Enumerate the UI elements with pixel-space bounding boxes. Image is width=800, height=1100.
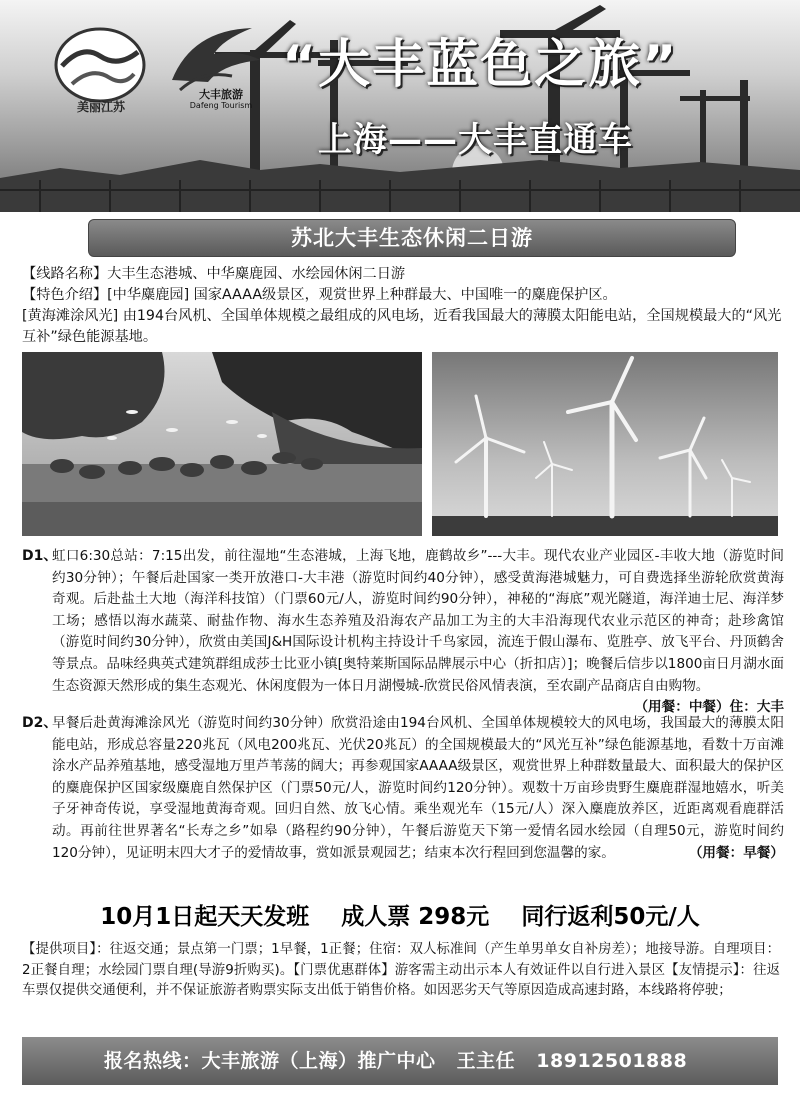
- adult-ticket-price: 成人票 298元: [341, 904, 490, 930]
- day-2-label: D2、: [22, 715, 58, 731]
- jiangsu-logo: [52, 26, 148, 104]
- day-2-text: 早餐后赴黄海滩涂风光（游览时间约30分钟）欣赏沿途由194台风机、全国单体规模较大的风电场，我国最大的薄膜太阳能电站，形成总容量220兆瓦（风电200兆瓦、光伏20兆瓦）的全国规模最大的“风光互补”绿色能源基地，看数十万亩滩涂水产品养殖基地，感受湿地万里芦苇荡的阔大；再参观国家AAAA级景区，观赏世界上种群数量最大、面积最大的保护区的麋鹿保护区国家级麋鹿自然保护区（门票50元/人，游览时间约120分钟）。观数十万亩珍贵野生麋鹿群湿地嬉水，听美子牙神奇传说，享受湿地黄海奇观。回归自然、放飞心情。乘坐观光车（15元/人）深入麋鹿放养区，近距离观看鹿群活动。再前往世界著名“长寿之乡”如皋（路程约90分钟），午餐后游览天下第一爱情名园水绘园（自理50元，游览时间约120分钟），见证明末四大才子的爱情故事，赏如派景观园艺；结束本次行程回到您温馨的家。: [52, 715, 784, 861]
- day-1-label: D1、: [22, 548, 58, 564]
- tour-title-bar: 苏北大丰生态休闲二日游: [88, 219, 736, 257]
- sub-title: 上海——大丰直通车: [318, 120, 633, 160]
- hotline-label: 报名热线：大丰旅游（上海）推广中心: [104, 1050, 436, 1072]
- itinerary-day-2: [22, 713, 784, 864]
- signup-hotline-bar: [22, 1037, 778, 1085]
- route-name: 【线路名称】大丰生态港城、中华麋鹿园、水绘园休闲二日游: [22, 266, 406, 282]
- price-line: [0, 898, 800, 931]
- deer-herd-photo: [22, 352, 422, 536]
- day-2-meal: （用餐：早餐）: [688, 844, 784, 861]
- day-1-meal: （用餐：中餐）住：大丰: [634, 699, 784, 716]
- departure-schedule: 10月1日起天天发班: [100, 904, 310, 930]
- itinerary-day-1: [22, 546, 784, 719]
- contact-person: 王主任: [456, 1050, 516, 1072]
- header-banner: [0, 0, 800, 212]
- route-feature-elk: 【特色介绍】[中华麋鹿园] 国家AAAA级景区，观赏世界上种群最大、中国唯一的麋鹿保护区。: [22, 287, 617, 303]
- agent-rebate: 同行返利50元/人: [521, 904, 700, 930]
- dafeng-tourism-logo-text: 大丰旅游: [199, 88, 243, 101]
- service-notes: 【提供项目】：往返交通；景点第一门票；1早餐，1正餐；住宿：双人标准间（产生单男单女自补房差）；地接导游。自理项目： 2正餐自理；水绘园门票自理(导游9折购买)。【门票优惠群体】游客需主动出示本人有效证件以自行进入景区【友情提示】：往返车票仅提供交通便利，并不保证旅游者购票实际支出低于销售价格。如因恶劣天气等原因造成高速封路，本线路将停驶；: [22, 942, 780, 999]
- jiangsu-logo-text: 美丽江苏: [76, 100, 125, 114]
- hotline-phone[interactable]: 18912501888: [536, 1050, 688, 1072]
- route-intro: [22, 264, 782, 348]
- main-title: “大丰蓝色之旅”: [282, 35, 679, 95]
- day-1-text: 虹口6:30总站：7:15出发，前往湿地“生态港城，上海飞地，鹿鹤故乡”---大丰。现代农业产业园区-丰收大地（游览时间约30分钟）；午餐后赴国家一类开放港口-大丰港（游览时间约40分钟），感受黄海港城魅力，可自费选择坐游轮欣赏黄海奇观。后赴盐土大地（海洋科技馆）（门票60元/人，游览时间约90分钟），神秘的“海底”观光隧道，海洋迪士尼、海洋梦工场；感悟以海水蔬菜、耐盐作物、海水生态养殖及沿海农产品加工为主的大丰沿海现代农业示范区的神奇；赴珍禽馆（游览时间约30分钟），欣赏由美国J&H国际设计机构主持设计千鸟家园，流连于假山瀑布、览胜亭、放飞平台、丹顶鹤舍等景点。品味经典英式建筑群组成莎士比亚小镇[奥特莱斯国际品牌展示中心（折扣店）]；晚餐后信步以1800亩日月湖水面生态资源天然形成的集生态观光、休闲度假为一体日月湖慢城-欣赏民俗风情表演，至农副产品商店自由购物。: [52, 548, 784, 694]
- dafeng-tourism-logo-subtext: Dafeng Tourism: [189, 101, 253, 110]
- wind-turbines-photo: [432, 352, 778, 536]
- route-feature-coast: [黄海滩涂风光] 由194台风机、全国单体规模之最组成的风电场，近看我国最大的薄膜太阳能电站，全国规模最大的“风光互补”绿色能源基地。: [22, 308, 782, 345]
